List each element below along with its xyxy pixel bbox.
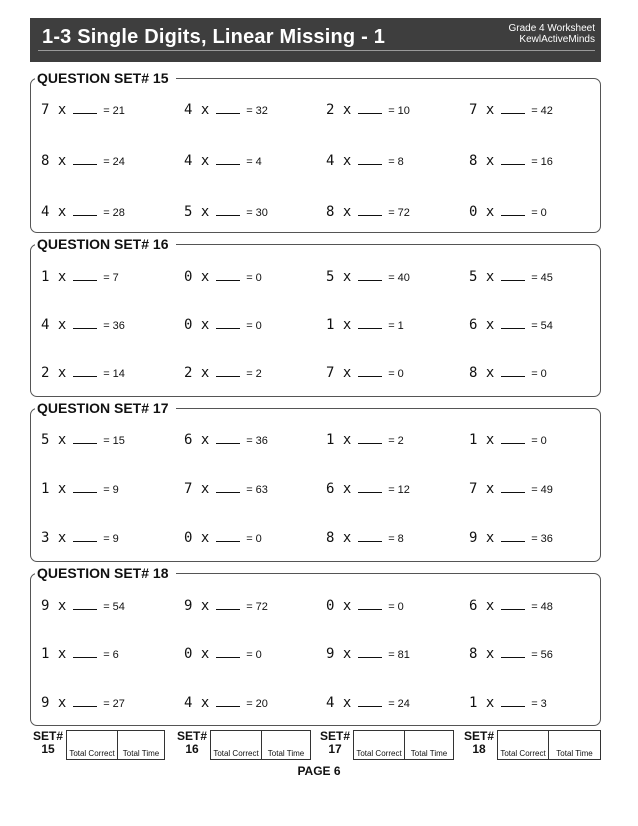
problem-factor: 6 x	[469, 317, 495, 333]
answer-blank[interactable]	[73, 365, 97, 377]
problem-product: = 8	[388, 533, 404, 545]
question-set-16	[30, 236, 601, 397]
question-set-label: QUESTION SET# 16	[35, 235, 176, 253]
answer-blank[interactable]	[73, 102, 97, 114]
problem-item	[469, 316, 553, 334]
answer-blank[interactable]	[216, 102, 240, 114]
problem-factor: 4 x	[326, 695, 352, 711]
problem-factor: 6 x	[184, 432, 210, 448]
problem-product: = 54	[103, 601, 125, 613]
problem-product: = 0	[246, 533, 262, 545]
problem-product: = 0	[531, 435, 547, 447]
total-time-label: Total Time	[122, 749, 160, 758]
problem-factor: 0 x	[184, 646, 210, 662]
problem-factor: 7 x	[326, 365, 352, 381]
problem-item	[184, 316, 262, 334]
answer-blank[interactable]	[216, 598, 240, 610]
problem-product: = 3	[531, 698, 547, 710]
problem-product: = 24	[103, 156, 125, 168]
problem-factor: 1 x	[326, 432, 352, 448]
problem-item	[326, 101, 410, 119]
total-time-box[interactable]	[117, 730, 165, 760]
problem-product: = 28	[103, 207, 125, 219]
problem-factor: 9 x	[326, 646, 352, 662]
score-set-label: SET#	[176, 729, 207, 743]
answer-blank[interactable]	[501, 598, 525, 610]
answer-blank[interactable]	[73, 269, 97, 281]
problem-factor: 6 x	[469, 598, 495, 614]
problem-item	[326, 645, 410, 663]
problem-item	[326, 694, 410, 712]
total-time-box[interactable]	[404, 730, 454, 760]
answer-blank[interactable]	[501, 646, 525, 658]
problem-factor: 1 x	[469, 432, 495, 448]
problem-factor: 4 x	[184, 102, 210, 118]
problem-product: = 32	[246, 105, 268, 117]
answer-blank[interactable]	[501, 153, 525, 165]
problem-product: = 0	[388, 368, 404, 380]
problem-item	[326, 203, 410, 221]
problem-factor: 2 x	[326, 102, 352, 118]
problem-item	[41, 152, 125, 170]
score-set-number: 15	[41, 742, 55, 756]
question-set-18	[30, 565, 601, 726]
problem-factor: 4 x	[41, 204, 67, 220]
problem-item	[184, 480, 268, 498]
question-set-label: QUESTION SET# 18	[35, 564, 176, 582]
problem-item	[469, 364, 547, 382]
problem-item	[184, 694, 268, 712]
score-set-name	[30, 730, 66, 756]
problem-item	[326, 480, 410, 498]
problem-item	[184, 152, 262, 170]
grade-label: Grade 4 Worksheet	[508, 23, 595, 34]
problem-factor: 4 x	[184, 695, 210, 711]
problem-product: = 72	[246, 601, 268, 613]
problem-factor: 7 x	[184, 481, 210, 497]
problem-item	[469, 694, 547, 712]
problem-factor: 8 x	[326, 204, 352, 220]
total-correct-box[interactable]	[353, 730, 405, 760]
problem-item	[326, 152, 404, 170]
answer-blank[interactable]	[216, 432, 240, 444]
problem-product: = 14	[103, 368, 125, 380]
problem-factor: 6 x	[326, 481, 352, 497]
worksheet-title: 1-3 Single Digits, Linear Missing - 1	[42, 26, 386, 48]
problem-factor: 2 x	[41, 365, 67, 381]
problem-item	[184, 364, 262, 382]
answer-blank[interactable]	[358, 432, 382, 444]
answer-blank[interactable]	[358, 153, 382, 165]
problem-product: = 54	[531, 320, 553, 332]
problem-product: = 15	[103, 435, 125, 447]
answer-blank[interactable]	[216, 269, 240, 281]
answer-blank[interactable]	[216, 530, 240, 542]
problem-product: = 72	[388, 207, 410, 219]
answer-blank[interactable]	[216, 317, 240, 329]
problem-product: = 16	[531, 156, 553, 168]
problem-item	[469, 597, 553, 615]
answer-blank[interactable]	[501, 204, 525, 216]
answer-blank[interactable]	[501, 269, 525, 281]
score-box-17	[317, 730, 455, 760]
answer-blank[interactable]	[73, 530, 97, 542]
problem-factor: 4 x	[41, 317, 67, 333]
problem-item	[184, 529, 262, 547]
problem-factor: 8 x	[469, 365, 495, 381]
answer-blank[interactable]	[73, 153, 97, 165]
problem-item	[184, 268, 262, 286]
problem-factor: 5 x	[469, 269, 495, 285]
problem-product: = 0	[388, 601, 404, 613]
answer-blank[interactable]	[216, 481, 240, 493]
score-box-15	[30, 730, 165, 760]
answer-blank[interactable]	[501, 317, 525, 329]
answer-blank[interactable]	[501, 102, 525, 114]
total-correct-label: Total Correct	[500, 749, 546, 758]
problem-factor: 0 x	[184, 317, 210, 333]
problem-item	[184, 101, 268, 119]
score-box-18	[461, 730, 601, 760]
problem-product: = 9	[103, 484, 119, 496]
total-time-box[interactable]	[261, 730, 311, 760]
total-time-label: Total Time	[410, 749, 448, 758]
problem-factor: 4 x	[326, 153, 352, 169]
problem-item	[469, 152, 553, 170]
problem-item	[469, 645, 553, 663]
answer-blank[interactable]	[358, 204, 382, 216]
problem-item	[41, 316, 125, 334]
total-time-box[interactable]	[548, 730, 601, 760]
problem-item	[326, 268, 410, 286]
problem-item	[41, 480, 119, 498]
problem-product: = 0	[246, 320, 262, 332]
worksheet-header	[30, 18, 601, 62]
problem-product: = 30	[246, 207, 268, 219]
problem-product: = 12	[388, 484, 410, 496]
problem-product: = 36	[246, 435, 268, 447]
answer-blank[interactable]	[73, 204, 97, 216]
problem-item	[41, 529, 119, 547]
problem-factor: 5 x	[41, 432, 67, 448]
problem-factor: 5 x	[184, 204, 210, 220]
score-box-16	[174, 730, 312, 760]
answer-blank[interactable]	[358, 598, 382, 610]
problem-factor: 9 x	[184, 598, 210, 614]
problem-item	[326, 316, 404, 334]
problem-product: = 10	[388, 105, 410, 117]
answer-blank[interactable]	[501, 695, 525, 707]
problem-product: = 0	[531, 207, 547, 219]
problem-item	[41, 694, 125, 712]
header-rule	[38, 50, 595, 51]
answer-blank[interactable]	[73, 598, 97, 610]
question-set-label: QUESTION SET# 15	[35, 69, 176, 87]
problem-item	[184, 597, 268, 615]
problem-factor: 8 x	[469, 153, 495, 169]
problem-product: = 24	[388, 698, 410, 710]
answer-blank[interactable]	[73, 695, 97, 707]
answer-blank[interactable]	[358, 530, 382, 542]
problem-item	[469, 101, 553, 119]
question-set-17	[30, 400, 601, 562]
problem-item	[41, 101, 125, 119]
answer-blank[interactable]	[73, 481, 97, 493]
problem-item	[469, 431, 547, 449]
problem-product: = 8	[388, 156, 404, 168]
answer-blank[interactable]	[501, 530, 525, 542]
answer-blank[interactable]	[358, 102, 382, 114]
problem-factor: 7 x	[469, 481, 495, 497]
problem-item	[326, 597, 404, 615]
problem-product: = 49	[531, 484, 553, 496]
answer-blank[interactable]	[358, 269, 382, 281]
problem-factor: 9 x	[469, 530, 495, 546]
score-set-name	[461, 730, 497, 756]
score-set-number: 18	[472, 742, 486, 756]
answer-blank[interactable]	[358, 365, 382, 377]
problem-product: = 9	[103, 533, 119, 545]
total-correct-label: Total Correct	[213, 749, 259, 758]
problem-item	[41, 364, 125, 382]
total-correct-box[interactable]	[497, 730, 549, 760]
problem-item	[41, 203, 125, 221]
page-number: PAGE 6	[297, 764, 341, 778]
problem-product: = 63	[246, 484, 268, 496]
brand-label: KewlActiveMinds	[519, 34, 595, 45]
answer-blank[interactable]	[358, 481, 382, 493]
problem-factor: 5 x	[326, 269, 352, 285]
problem-product: = 7	[103, 272, 119, 284]
problem-factor: 2 x	[184, 365, 210, 381]
answer-blank[interactable]	[358, 695, 382, 707]
answer-blank[interactable]	[358, 317, 382, 329]
problem-item	[326, 529, 404, 547]
total-correct-label: Total Correct	[69, 749, 115, 758]
problem-factor: 0 x	[184, 269, 210, 285]
score-set-label: SET#	[319, 729, 350, 743]
problem-item	[326, 431, 404, 449]
problem-product: = 1	[388, 320, 404, 332]
score-set-label: SET#	[463, 729, 494, 743]
problem-product: = 27	[103, 698, 125, 710]
problem-product: = 0	[246, 272, 262, 284]
problem-product: = 40	[388, 272, 410, 284]
problem-item	[469, 268, 553, 286]
answer-blank[interactable]	[73, 432, 97, 444]
problem-factor: 1 x	[41, 646, 67, 662]
answer-blank[interactable]	[216, 695, 240, 707]
score-row	[30, 730, 601, 760]
question-set-label: QUESTION SET# 17	[35, 399, 176, 417]
problem-product: = 45	[531, 272, 553, 284]
problem-item	[469, 203, 547, 221]
answer-blank[interactable]	[501, 481, 525, 493]
problem-factor: 9 x	[41, 695, 67, 711]
problem-item	[184, 645, 262, 663]
score-set-number: 16	[185, 742, 199, 756]
problem-product: = 2	[388, 435, 404, 447]
problem-item	[41, 597, 125, 615]
problem-product: = 21	[103, 105, 125, 117]
score-set-name	[317, 730, 353, 756]
problem-factor: 8 x	[41, 153, 67, 169]
problem-product: = 56	[531, 649, 553, 661]
problem-item	[41, 431, 125, 449]
total-correct-box[interactable]	[210, 730, 262, 760]
problem-product: = 0	[246, 649, 262, 661]
answer-blank[interactable]	[216, 204, 240, 216]
total-time-label: Total Time	[267, 749, 305, 758]
problem-factor: 7 x	[41, 102, 67, 118]
score-set-label: SET#	[32, 729, 63, 743]
total-time-label: Total Time	[556, 749, 593, 758]
problem-product: = 36	[103, 320, 125, 332]
problem-factor: 1 x	[469, 695, 495, 711]
total-correct-label: Total Correct	[356, 749, 402, 758]
problem-factor: 0 x	[469, 204, 495, 220]
problem-factor: 7 x	[469, 102, 495, 118]
answer-blank[interactable]	[216, 646, 240, 658]
problem-factor: 1 x	[41, 269, 67, 285]
question-set-15	[30, 70, 601, 233]
problem-product: = 42	[531, 105, 553, 117]
problem-product: = 81	[388, 649, 410, 661]
problem-product: = 4	[246, 156, 262, 168]
problem-factor: 4 x	[184, 153, 210, 169]
problem-factor: 9 x	[41, 598, 67, 614]
problem-factor: 8 x	[326, 530, 352, 546]
answer-blank[interactable]	[501, 432, 525, 444]
answer-blank[interactable]	[216, 153, 240, 165]
problem-factor: 3 x	[41, 530, 67, 546]
answer-blank[interactable]	[216, 365, 240, 377]
problem-factor: 0 x	[326, 598, 352, 614]
problem-factor: 0 x	[184, 530, 210, 546]
score-set-number: 17	[328, 742, 342, 756]
problem-product: = 36	[531, 533, 553, 545]
problem-product: = 6	[103, 649, 119, 661]
problem-item	[184, 203, 268, 221]
problem-item	[41, 268, 119, 286]
problem-item	[326, 364, 404, 382]
problem-product: = 2	[246, 368, 262, 380]
problem-factor: 1 x	[41, 481, 67, 497]
score-set-name	[174, 730, 210, 756]
problem-item	[469, 480, 553, 498]
problem-item	[469, 529, 553, 547]
worksheet-meta	[508, 23, 595, 45]
problem-product: = 48	[531, 601, 553, 613]
problem-item	[41, 645, 119, 663]
total-correct-box[interactable]	[66, 730, 118, 760]
problem-item	[184, 431, 268, 449]
answer-blank[interactable]	[73, 646, 97, 658]
problem-factor: 8 x	[469, 646, 495, 662]
problem-factor: 1 x	[326, 317, 352, 333]
answer-blank[interactable]	[358, 646, 382, 658]
answer-blank[interactable]	[501, 365, 525, 377]
problem-product: = 20	[246, 698, 268, 710]
answer-blank[interactable]	[73, 317, 97, 329]
problem-product: = 0	[531, 368, 547, 380]
